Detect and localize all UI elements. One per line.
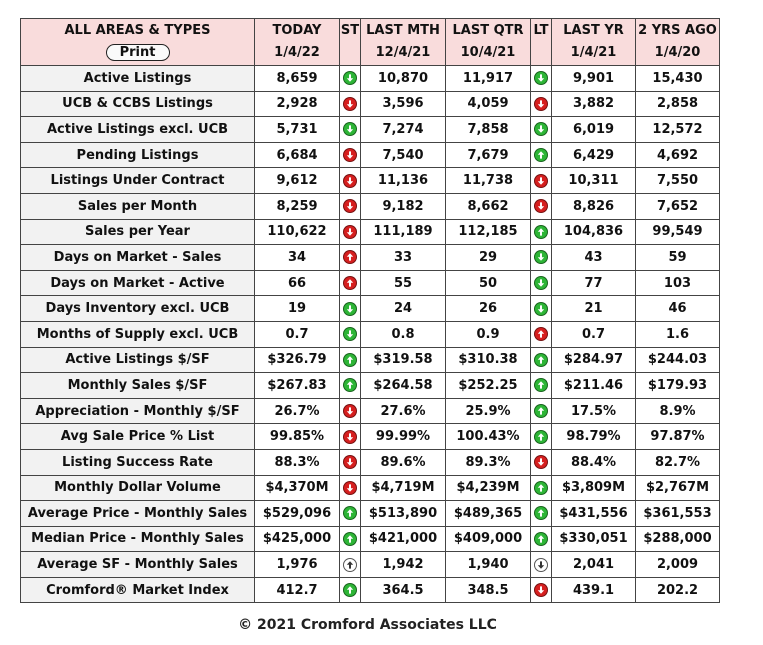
last-mth-cell: 7,274: [361, 117, 446, 143]
two-yrs-ago-cell: 8.9%: [636, 398, 720, 424]
red-down-arrow-icon: [343, 225, 357, 239]
last-qtr-cell: 11,738: [446, 168, 531, 194]
last-mth-cell: 27.6%: [361, 398, 446, 424]
market-summary-table: [20, 18, 720, 603]
st-trend-cell: [340, 347, 361, 373]
two-yrs-ago-cell: 7,550: [636, 168, 720, 194]
metric-cell: Days Inventory excl. UCB: [21, 296, 255, 322]
red-down-arrow-icon: [343, 148, 357, 162]
last-mth-cell: 9,182: [361, 193, 446, 219]
lt-trend-cell: [531, 91, 552, 117]
column-label: LAST YR: [563, 23, 624, 38]
two-yrs-ago-cell: $244.03: [636, 347, 720, 373]
last-qtr-cell: 26: [446, 296, 531, 322]
table-row: [21, 552, 720, 578]
st-trend-cell: [340, 449, 361, 475]
metric-cell: Sales per Year: [21, 219, 255, 245]
two-yrs-ago-cell: 202.2: [636, 577, 720, 603]
table-row: [21, 373, 720, 399]
last-qtr-cell: 50: [446, 270, 531, 296]
table-row: [21, 321, 720, 347]
last-mth-cell: 364.5: [361, 577, 446, 603]
metric-cell: Appreciation - Monthly $/SF: [21, 398, 255, 424]
green-up-arrow-icon: [534, 481, 548, 495]
two-yrs-ago-cell: 12,572: [636, 117, 720, 143]
last-mth-cell: 10,870: [361, 66, 446, 92]
green-up-arrow-icon: [534, 532, 548, 546]
green-down-arrow-icon: [343, 71, 357, 85]
table-row: [21, 193, 720, 219]
last-qtr-cell: 112,185: [446, 219, 531, 245]
red-down-arrow-icon: [534, 455, 548, 469]
two-yrs-ago-cell: $179.93: [636, 373, 720, 399]
column-header-last-mth: [361, 19, 446, 66]
last-qtr-cell: 8,662: [446, 193, 531, 219]
today-cell: $529,096: [255, 501, 340, 527]
table-row: [21, 475, 720, 501]
lt-trend-cell: [531, 398, 552, 424]
last-qtr-cell: 1,940: [446, 552, 531, 578]
green-down-arrow-icon: [343, 327, 357, 341]
last-mth-cell: $319.58: [361, 347, 446, 373]
last-yr-cell: $211.46: [552, 373, 636, 399]
last-qtr-cell: $489,365: [446, 501, 531, 527]
table-header-row: [21, 19, 720, 66]
last-mth-cell: 99.99%: [361, 424, 446, 450]
metric-cell: Months of Supply excl. UCB: [21, 321, 255, 347]
column-date: 12/4/21: [375, 45, 431, 60]
column-date: 1/4/20: [654, 45, 701, 60]
metric-cell: Monthly Sales $/SF: [21, 373, 255, 399]
last-mth-cell: 1,942: [361, 552, 446, 578]
last-qtr-cell: 7,679: [446, 142, 531, 168]
metric-cell: Cromford® Market Index: [21, 577, 255, 603]
today-cell: $267.83: [255, 373, 340, 399]
last-mth-cell: $264.58: [361, 373, 446, 399]
last-yr-cell: 0.7: [552, 321, 636, 347]
st-trend-cell: [340, 577, 361, 603]
green-up-arrow-icon: [534, 430, 548, 444]
table-row: [21, 501, 720, 527]
st-trend-cell: [340, 245, 361, 271]
two-yrs-ago-cell: 46: [636, 296, 720, 322]
today-cell: 1,976: [255, 552, 340, 578]
lt-trend-cell: [531, 66, 552, 92]
lt-trend-cell: [531, 168, 552, 194]
lt-trend-cell: [531, 142, 552, 168]
green-up-arrow-icon: [534, 148, 548, 162]
column-label: LAST QTR: [452, 23, 524, 38]
lt-trend-cell: [531, 501, 552, 527]
green-up-arrow-icon: [534, 506, 548, 520]
red-up-arrow-icon: [534, 327, 548, 341]
metric-cell: Average Price - Monthly Sales: [21, 501, 255, 527]
last-qtr-cell: 11,917: [446, 66, 531, 92]
green-down-arrow-icon: [534, 302, 548, 316]
metric-cell: Listings Under Contract: [21, 168, 255, 194]
column-header-today: [255, 19, 340, 66]
metric-cell: Active Listings $/SF: [21, 347, 255, 373]
st-trend-cell: [340, 270, 361, 296]
two-yrs-ago-cell: 4,692: [636, 142, 720, 168]
green-up-arrow-icon: [343, 506, 357, 520]
last-mth-cell: $513,890: [361, 501, 446, 527]
last-qtr-cell: 0.9: [446, 321, 531, 347]
red-up-arrow-icon: [343, 250, 357, 264]
table-row: [21, 91, 720, 117]
red-down-arrow-icon: [534, 97, 548, 111]
two-yrs-ago-cell: 103: [636, 270, 720, 296]
green-up-arrow-icon: [343, 583, 357, 597]
red-up-arrow-icon: [343, 276, 357, 290]
two-yrs-ago-cell: 15,430: [636, 66, 720, 92]
two-yrs-ago-cell: 82.7%: [636, 449, 720, 475]
last-mth-cell: 111,189: [361, 219, 446, 245]
red-down-arrow-icon: [343, 430, 357, 444]
two-yrs-ago-cell: 99,549: [636, 219, 720, 245]
last-yr-cell: 8,826: [552, 193, 636, 219]
column-date: 1/4/22: [274, 45, 320, 60]
today-cell: 99.85%: [255, 424, 340, 450]
green-up-arrow-icon: [534, 378, 548, 392]
st-trend-cell: [340, 117, 361, 143]
green-up-arrow-icon: [343, 353, 357, 367]
last-yr-cell: 10,311: [552, 168, 636, 194]
table-row: [21, 117, 720, 143]
column-header-2-yrs-ago: [636, 19, 720, 66]
metric-cell: Sales per Month: [21, 193, 255, 219]
table-row: [21, 296, 720, 322]
last-yr-cell: 6,019: [552, 117, 636, 143]
last-qtr-cell: $310.38: [446, 347, 531, 373]
column-label: 2 YRS AGO: [638, 23, 717, 38]
table-row: [21, 66, 720, 92]
last-yr-cell: 88.4%: [552, 449, 636, 475]
lt-trend-cell: [531, 296, 552, 322]
area-header-cell: [21, 19, 255, 66]
last-mth-cell: 3,596: [361, 91, 446, 117]
red-down-arrow-icon: [343, 455, 357, 469]
st-trend-cell: [340, 66, 361, 92]
column-label: LT: [533, 23, 549, 38]
last-mth-cell: 11,136: [361, 168, 446, 194]
two-yrs-ago-cell: 1.6: [636, 321, 720, 347]
today-cell: 66: [255, 270, 340, 296]
two-yrs-ago-cell: 59: [636, 245, 720, 271]
st-trend-cell: [340, 91, 361, 117]
print-button[interactable]: Print: [106, 44, 170, 61]
lt-trend-cell: [531, 552, 552, 578]
st-trend-cell: [340, 219, 361, 245]
today-cell: 110,622: [255, 219, 340, 245]
today-cell: 34: [255, 245, 340, 271]
metric-cell: Days on Market - Sales: [21, 245, 255, 271]
last-mth-cell: $4,719M: [361, 475, 446, 501]
lt-trend-cell: [531, 321, 552, 347]
column-date: 1/4/21: [570, 45, 617, 60]
area-title: ALL AREAS & TYPES: [64, 23, 211, 38]
metric-cell: Average SF - Monthly Sales: [21, 552, 255, 578]
last-yr-cell: 9,901: [552, 66, 636, 92]
st-trend-cell: [340, 296, 361, 322]
last-yr-cell: $330,051: [552, 526, 636, 552]
lt-trend-cell: [531, 117, 552, 143]
lt-trend-cell: [531, 347, 552, 373]
table-row: [21, 219, 720, 245]
last-yr-cell: 98.79%: [552, 424, 636, 450]
lt-trend-cell: [531, 475, 552, 501]
last-yr-cell: $431,556: [552, 501, 636, 527]
metric-cell: UCB & CCBS Listings: [21, 91, 255, 117]
green-down-arrow-icon: [534, 276, 548, 290]
table-row: [21, 270, 720, 296]
last-yr-cell: 17.5%: [552, 398, 636, 424]
column-header-last-yr: [552, 19, 636, 66]
st-trend-cell: [340, 168, 361, 194]
green-down-arrow-icon: [343, 122, 357, 136]
lt-trend-cell: [531, 449, 552, 475]
last-mth-cell: 7,540: [361, 142, 446, 168]
copyright-text: © 2021 Cromford Associates LLC: [238, 617, 497, 633]
last-yr-cell: 43: [552, 245, 636, 271]
metric-cell: Active Listings: [21, 66, 255, 92]
today-cell: $425,000: [255, 526, 340, 552]
last-mth-cell: 33: [361, 245, 446, 271]
two-yrs-ago-cell: 2,009: [636, 552, 720, 578]
last-qtr-cell: 348.5: [446, 577, 531, 603]
lt-trend-cell: [531, 373, 552, 399]
white-up-arrow-icon: [343, 558, 357, 572]
green-up-arrow-icon: [534, 225, 548, 239]
two-yrs-ago-cell: 7,652: [636, 193, 720, 219]
metric-cell: Pending Listings: [21, 142, 255, 168]
two-yrs-ago-cell: $2,767M: [636, 475, 720, 501]
table-row: [21, 577, 720, 603]
two-yrs-ago-cell: $361,553: [636, 501, 720, 527]
last-qtr-cell: 100.43%: [446, 424, 531, 450]
metric-cell: Median Price - Monthly Sales: [21, 526, 255, 552]
today-cell: 19: [255, 296, 340, 322]
red-down-arrow-icon: [534, 174, 548, 188]
table-row: [21, 398, 720, 424]
last-yr-cell: 6,429: [552, 142, 636, 168]
metric-cell: Listing Success Rate: [21, 449, 255, 475]
green-down-arrow-icon: [534, 122, 548, 136]
table-row: [21, 168, 720, 194]
green-down-arrow-icon: [534, 71, 548, 85]
st-trend-cell: [340, 398, 361, 424]
red-down-arrow-icon: [343, 199, 357, 213]
green-up-arrow-icon: [534, 404, 548, 418]
last-mth-cell: 0.8: [361, 321, 446, 347]
last-qtr-cell: $4,239M: [446, 475, 531, 501]
st-trend-cell: [340, 475, 361, 501]
column-date: 10/4/21: [460, 45, 516, 60]
last-mth-cell: $421,000: [361, 526, 446, 552]
st-trend-cell: [340, 552, 361, 578]
today-cell: 9,612: [255, 168, 340, 194]
last-qtr-cell: 89.3%: [446, 449, 531, 475]
green-up-arrow-icon: [534, 353, 548, 367]
column-header-last-qtr: [446, 19, 531, 66]
table-body: [21, 66, 720, 603]
today-cell: 0.7: [255, 321, 340, 347]
red-down-arrow-icon: [343, 481, 357, 495]
copyright-footer: [0, 617, 763, 633]
st-trend-cell: [340, 526, 361, 552]
green-down-arrow-icon: [534, 250, 548, 264]
green-up-arrow-icon: [343, 532, 357, 546]
column-header-lt: [531, 19, 552, 66]
column-label: ST: [340, 23, 360, 38]
column-header-st: [340, 19, 361, 66]
red-down-arrow-icon: [534, 583, 548, 597]
lt-trend-cell: [531, 577, 552, 603]
lt-trend-cell: [531, 424, 552, 450]
metric-cell: Avg Sale Price % List: [21, 424, 255, 450]
today-cell: 2,928: [255, 91, 340, 117]
last-yr-cell: $284.97: [552, 347, 636, 373]
lt-trend-cell: [531, 526, 552, 552]
table-row: [21, 245, 720, 271]
table-row: [21, 449, 720, 475]
st-trend-cell: [340, 142, 361, 168]
lt-trend-cell: [531, 193, 552, 219]
table-row: [21, 142, 720, 168]
red-down-arrow-icon: [343, 97, 357, 111]
st-trend-cell: [340, 424, 361, 450]
last-yr-cell: $3,809M: [552, 475, 636, 501]
two-yrs-ago-cell: 2,858: [636, 91, 720, 117]
metric-cell: Days on Market - Active: [21, 270, 255, 296]
table-row: [21, 347, 720, 373]
today-cell: 8,259: [255, 193, 340, 219]
metric-cell: Active Listings excl. UCB: [21, 117, 255, 143]
table-row: [21, 424, 720, 450]
column-label: TODAY: [272, 23, 322, 38]
last-yr-cell: 2,041: [552, 552, 636, 578]
last-yr-cell: 3,882: [552, 91, 636, 117]
st-trend-cell: [340, 501, 361, 527]
last-qtr-cell: 29: [446, 245, 531, 271]
white-down-arrow-icon: [534, 558, 548, 572]
today-cell: 88.3%: [255, 449, 340, 475]
red-down-arrow-icon: [534, 199, 548, 213]
lt-trend-cell: [531, 245, 552, 271]
last-qtr-cell: 25.9%: [446, 398, 531, 424]
table-row: [21, 526, 720, 552]
lt-trend-cell: [531, 219, 552, 245]
last-mth-cell: 89.6%: [361, 449, 446, 475]
last-yr-cell: 77: [552, 270, 636, 296]
lt-trend-cell: [531, 270, 552, 296]
last-mth-cell: 55: [361, 270, 446, 296]
two-yrs-ago-cell: 97.87%: [636, 424, 720, 450]
green-down-arrow-icon: [343, 302, 357, 316]
last-qtr-cell: 4,059: [446, 91, 531, 117]
today-cell: 26.7%: [255, 398, 340, 424]
green-up-arrow-icon: [343, 378, 357, 392]
today-cell: 6,684: [255, 142, 340, 168]
last-qtr-cell: $409,000: [446, 526, 531, 552]
last-qtr-cell: $252.25: [446, 373, 531, 399]
red-down-arrow-icon: [343, 404, 357, 418]
last-qtr-cell: 7,858: [446, 117, 531, 143]
column-label: LAST MTH: [366, 23, 440, 38]
column-date: [531, 42, 551, 64]
red-down-arrow-icon: [343, 174, 357, 188]
today-cell: 412.7: [255, 577, 340, 603]
st-trend-cell: [340, 373, 361, 399]
two-yrs-ago-cell: $288,000: [636, 526, 720, 552]
st-trend-cell: [340, 321, 361, 347]
last-yr-cell: 21: [552, 296, 636, 322]
today-cell: 5,731: [255, 117, 340, 143]
last-yr-cell: 104,836: [552, 219, 636, 245]
st-trend-cell: [340, 193, 361, 219]
metric-cell: Monthly Dollar Volume: [21, 475, 255, 501]
column-date: [340, 42, 360, 64]
last-yr-cell: 439.1: [552, 577, 636, 603]
today-cell: $4,370M: [255, 475, 340, 501]
today-cell: 8,659: [255, 66, 340, 92]
last-mth-cell: 24: [361, 296, 446, 322]
today-cell: $326.79: [255, 347, 340, 373]
